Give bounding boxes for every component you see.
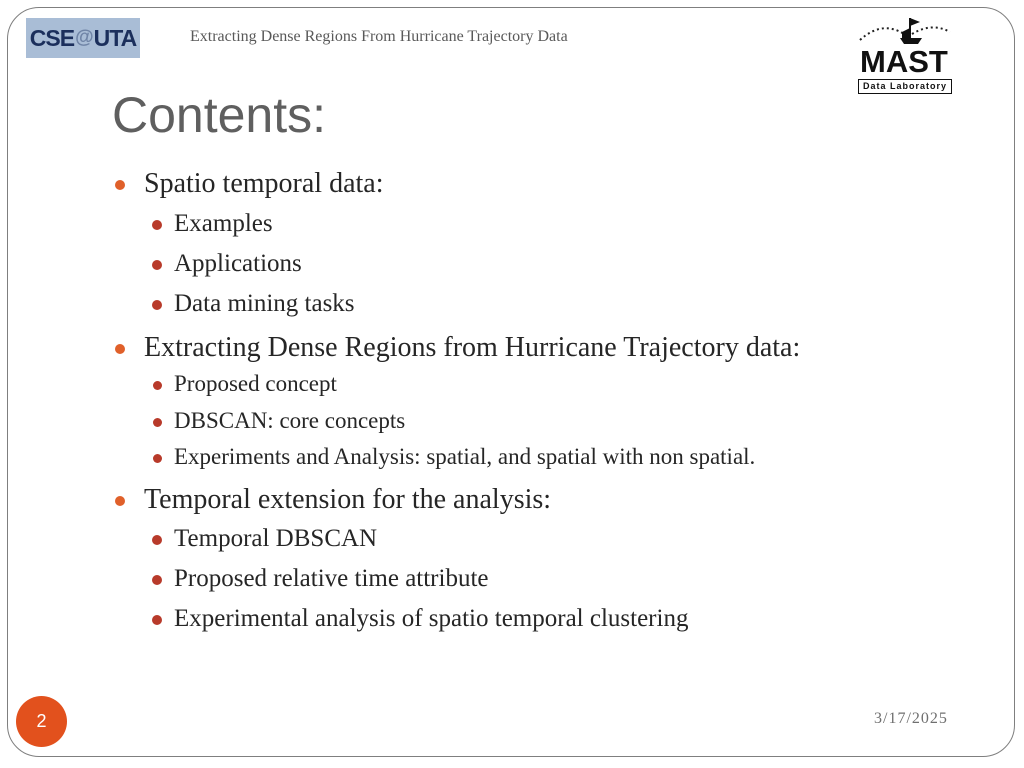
mast-logo <box>852 14 956 98</box>
list-item-label: DBSCAN: core concepts <box>174 408 406 433</box>
cse-logo-text: CSE <box>29 24 75 51</box>
section-label: Extracting Dense Regions from Hurricane Trajectory data: <box>144 332 801 363</box>
list-item-label: Examples <box>174 210 273 237</box>
list-item <box>174 250 302 278</box>
cse-uta-logo <box>26 18 140 58</box>
bullet-icon <box>152 300 162 310</box>
section-temporal-extension <box>144 484 551 516</box>
list-item-label: Applications <box>174 250 302 277</box>
list-item-label: Proposed relative time attribute <box>174 565 489 592</box>
section-label: Temporal extension for the analysis: <box>144 484 552 515</box>
uta-logo-text: UTA <box>93 24 137 51</box>
bullet-icon <box>115 496 125 506</box>
section-extracting-dense-regions <box>144 332 800 364</box>
list-item <box>174 444 755 470</box>
list-item-label: Experiments and Analysis: spatial, and spatial with non spatial. <box>174 444 756 469</box>
list-item <box>174 565 489 593</box>
page-number-badge: 2 <box>16 696 67 747</box>
cse-logo-at: @ <box>75 27 93 48</box>
bullet-icon <box>152 535 162 545</box>
mast-logo-subtitle: Data Laboratory <box>858 79 952 94</box>
slide-date: 3/17/2025 <box>874 710 948 727</box>
bullet-icon <box>152 615 162 625</box>
list-item <box>174 408 405 434</box>
mast-logo-word: MAST <box>860 44 948 79</box>
bullet-icon <box>152 220 162 230</box>
list-item <box>174 290 355 318</box>
list-item-label: Temporal DBSCAN <box>174 525 378 552</box>
section-label: Spatio temporal data: <box>144 168 384 199</box>
bullet-icon <box>152 260 162 270</box>
list-item-label: Data mining tasks <box>174 290 355 317</box>
bullet-icon <box>115 344 125 354</box>
header-title: Extracting Dense Regions From Hurricane Trajectory Data <box>190 28 568 45</box>
bullet-icon <box>153 381 162 390</box>
list-item <box>174 371 337 397</box>
section-spatio-temporal-data <box>144 168 384 200</box>
list-item-label: Proposed concept <box>174 371 337 396</box>
bullet-icon <box>153 454 162 463</box>
bullet-icon <box>152 575 162 585</box>
list-item <box>174 605 688 633</box>
list-item <box>174 525 377 553</box>
list-item <box>174 210 273 238</box>
boat-flag-icon <box>852 14 956 48</box>
slide-title: Contents: <box>112 87 327 143</box>
list-item-label: Experimental analysis of spatio temporal clustering <box>174 605 689 632</box>
bullet-icon <box>153 418 162 427</box>
bullet-icon <box>115 180 125 190</box>
